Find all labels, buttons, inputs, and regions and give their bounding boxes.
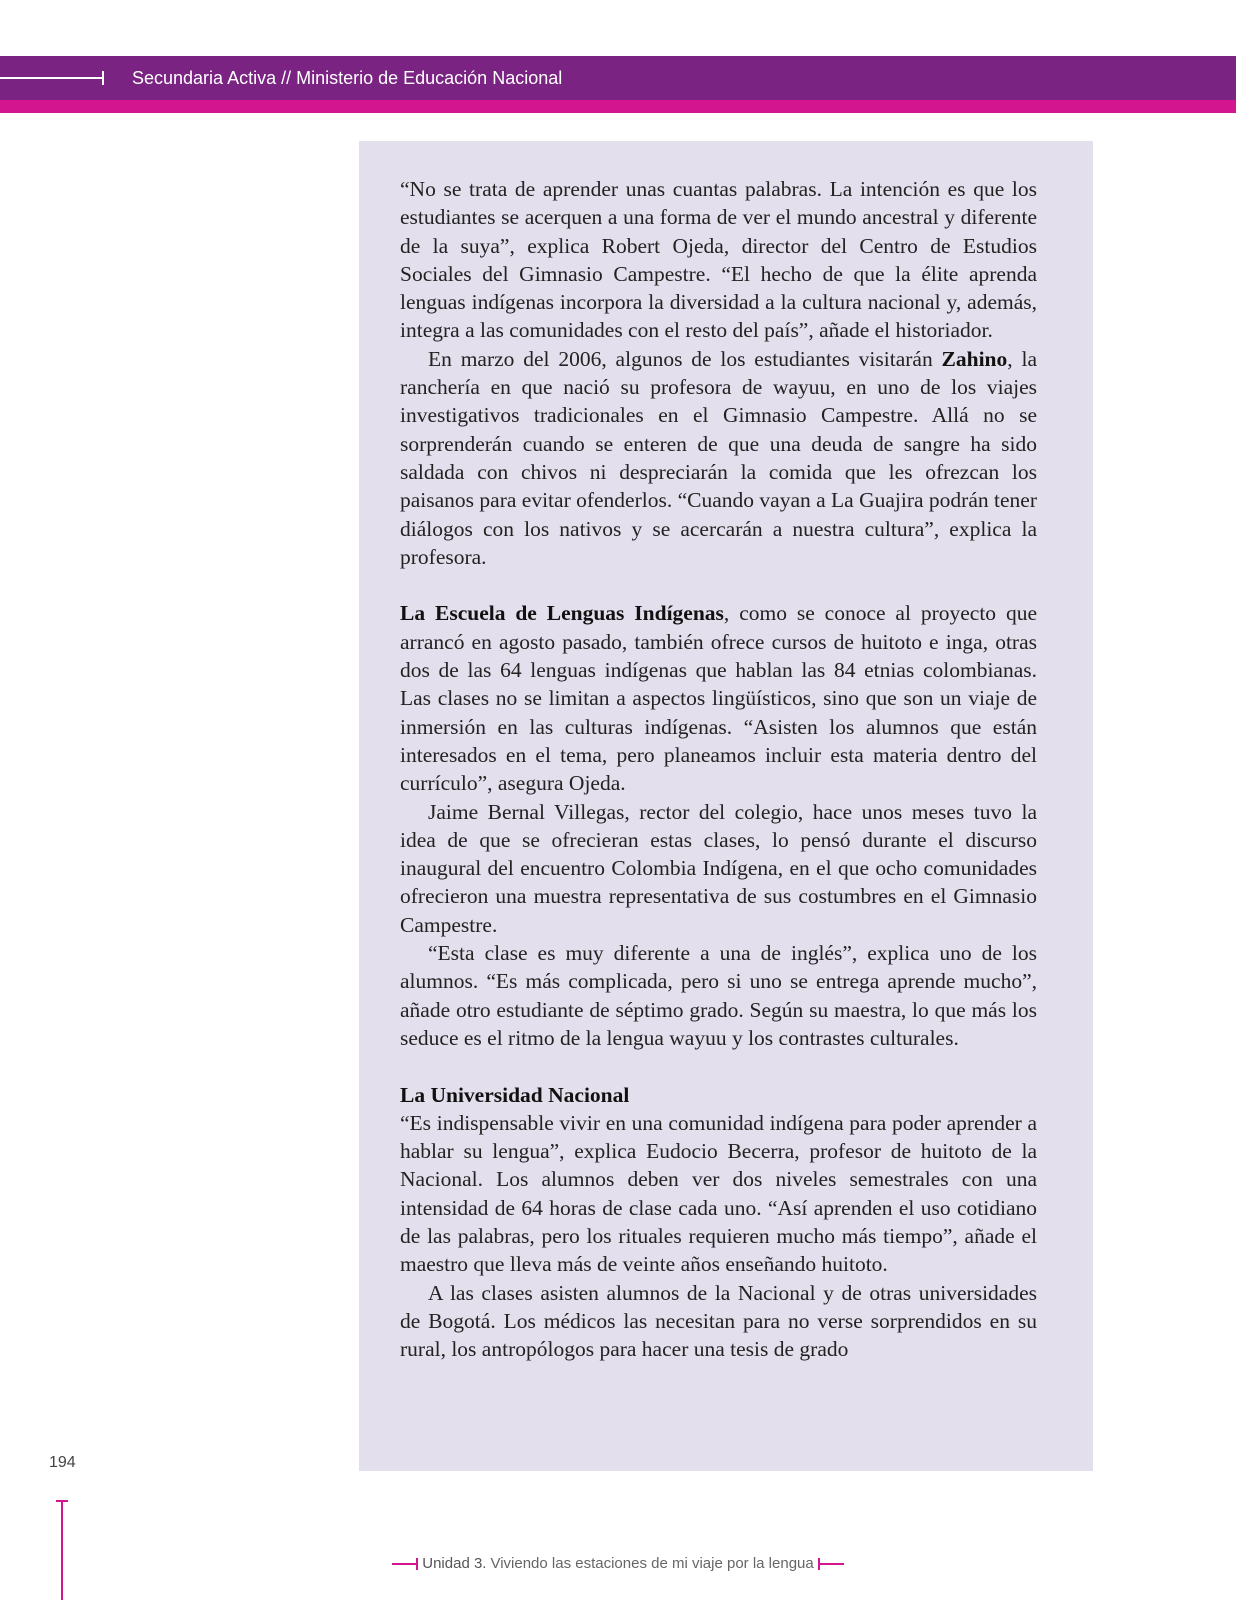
- paragraph-2-end: , la ranchería en que nació su profesora de wayuu, en uno de los viajes investigativos tradicionales en el Gimnasio Campestre. Allá no se sorprenderán cuando se enteren de que una deuda de sangre ha sido saldada con chivos ni despreciarán la comida que les ofrezcan los paisanos para evitar ofenderlos. “Cuando vayan a La Guajira podrán tener diálogos con los nativos y se acercarán a nuestra cultura”, explica la profesora.: [400, 346, 1037, 569]
- paragraph-4: Jaime Bernal Villegas, rector del colegio, hace unos meses tuvo la idea de que se ofrecieran estas clases, lo pensó durante el discurso inaugural del encuentro Colombia Indígena, en el que ocho comunidades ofrecieron una muestra representativa de sus costumbres en el Gimnasio Campestre.: [400, 799, 1037, 937]
- header-accent-stripe: [0, 100, 1236, 113]
- paragraph-7: A las clases asisten alumnos de la Nacional y de otras universidades de Bogotá. Los médicos las necesitan para no verse sorprendidos en su rural, los antropólogos para hacer una tesis de grado: [400, 1280, 1037, 1362]
- footer: [0, 1550, 1236, 1572]
- header-title: Secundaria Activa // Ministerio de Educación Nacional: [132, 68, 563, 88]
- footer-title: Viviendo las estaciones de mi viaje por la lengua: [490, 1555, 814, 1572]
- paragraph-1: “No se trata de aprender unas cuantas palabras. La intención es que los estudiantes se acerquen a una forma de ver el mundo ancestral y diferente de la suya”, explica Robert Ojeda, director del Centro de Estudios Sociales del Gimnasio Campestre. “El hecho de que la élite aprenda lenguas indígenas incorpora la diversidad a la cultura nacional y, además, integra a las comunidades con el resto del país”, añade el historiador.: [400, 177, 1037, 343]
- paragraph-6: “Es indispensable vivir en una comunidad indígena para poder aprender a hablar su lengua”, explica Eudocio Becerra, profesor de huitoto de la Nacional. Los alumnos deben ver dos niveles semestrales con una intensidad de 64 horas de clase cada uno. “Así aprenden el uso cotidiano de las palabras, pero los rituales requieren mucho más tiempo”, añade el maestro que lleva más de veinte años enseñando huitoto.: [400, 1110, 1037, 1277]
- paragraph-2-start: En marzo del 2006, algunos de los estudiantes visitarán: [428, 346, 942, 371]
- footer-line: [392, 1553, 843, 1575]
- header-rule: [0, 77, 104, 79]
- paragraph-5: “Esta clase es muy diferente a una de inglés”, explica uno de los alumnos. “Es más complicada, pero si uno se entrega aprende mucho”, añade otro estudiante de séptimo grado. Según su maestra, lo que más los seduce es el ritmo de la lengua wayuu y los contrastes culturales.: [400, 941, 1037, 1050]
- footer-rule-left: [392, 1563, 418, 1565]
- paragraph-2: [400, 345, 1037, 571]
- paragraph-3-end: , como se conoce al proyecto que arrancó en agosto pasado, también ofrece cursos de huitoto e inga, otras dos de las 64 lenguas indígenas que hablan las 84 etnias colombianas. Las clases no se limitan a aspectos lingüísticos, sino que son un viaje de inmersión en las culturas indígenas. “Asisten los alumnos que están interesados en el tema, pero planeamos incluir esta materia dentro del currículo”, asegura Ojeda.: [400, 601, 1037, 796]
- section-subheading: La Universidad Nacional: [400, 1082, 630, 1107]
- page-number: 194: [49, 1454, 76, 1471]
- footer-rule-right: [818, 1563, 844, 1565]
- footer-unit: Unidad 3.: [422, 1555, 487, 1572]
- paragraph-3: [400, 599, 1037, 797]
- school-name: La Escuela de Lenguas Indígenas: [400, 601, 724, 626]
- header-rule-cap: [102, 71, 104, 85]
- place-name-zahino: Zahino: [941, 346, 1008, 371]
- article-body: [400, 175, 1037, 1363]
